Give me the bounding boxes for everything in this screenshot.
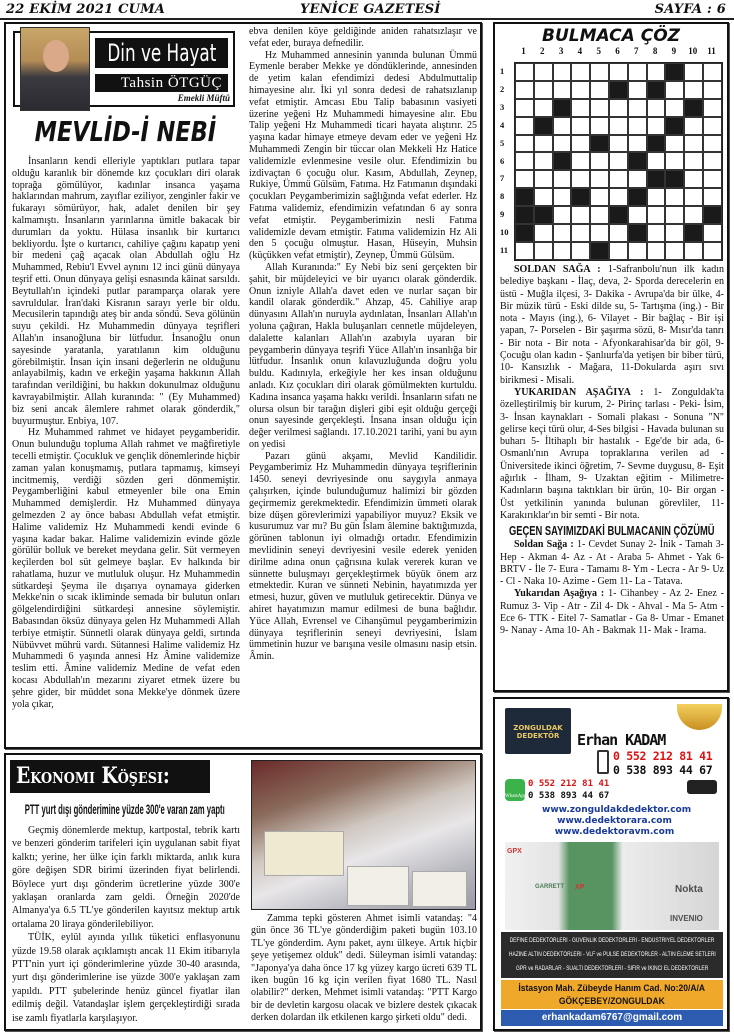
whatsapp-phone-2[interactable]: 0 538 893 44 67 — [528, 791, 610, 801]
crossword-cell[interactable] — [628, 206, 647, 224]
crossword-black-cell — [609, 81, 628, 99]
crossword-cell[interactable] — [590, 99, 609, 117]
crossword-grid — [514, 62, 723, 261]
row-number: 11 — [500, 245, 509, 255]
crossword-cell[interactable] — [515, 99, 534, 117]
column-number: 11 — [707, 46, 716, 56]
row-number: 3 — [500, 101, 505, 112]
crossword-cell[interactable] — [684, 206, 703, 224]
crossword-cell[interactable] — [590, 188, 609, 206]
crossword-cell[interactable] — [553, 224, 572, 242]
crossword-cell[interactable] — [703, 242, 722, 260]
column-number: 1 — [521, 46, 526, 56]
crossword-cell[interactable] — [571, 224, 590, 242]
solution-across: 1- Cevdet Sunay 2- İnik - Tamah 3- Hep - Akman 4- Az - At - Araba 5- Ahmet - Yak 6- BRTV - İle 7- Eura - Tamamı 8- Ym - Lecra - Ar 9- Uz - Cl - Naka 10- Azime - Gem 11- La - Tatava. — [500, 539, 725, 588]
whatsapp-icon: WhatsApp — [505, 779, 525, 801]
website-link[interactable]: www.dedektoravm.com — [554, 827, 675, 837]
crossword-cell[interactable] — [571, 117, 590, 135]
article-column-2 — [249, 26, 477, 663]
crossword-cell[interactable] — [665, 224, 684, 242]
crossword-cell[interactable] — [665, 135, 684, 153]
newspaper-name: YENİCE GAZETESİ — [300, 2, 441, 17]
header-rule — [0, 18, 734, 20]
crossword-cell[interactable] — [553, 206, 572, 224]
service-line: DEFİNE DEDEKTÖRLERİ - GÜVENLİK DEDEKTÖRLERİ - ENDÜSTRİYEL DEDEKTÖRLER — [509, 937, 715, 944]
economy-section-title-box — [10, 760, 210, 793]
paragraph: ebva denilen köye geldiğinde aniden rahatsızlaşır ve vefat eder, buraya defnedilir. — [249, 26, 477, 49]
crossword-black-cell — [590, 135, 609, 153]
crossword-cell[interactable] — [628, 81, 647, 99]
crossword-cell[interactable] — [553, 117, 572, 135]
crossword-cell[interactable] — [534, 99, 553, 117]
economy-section-title: Ekonomi Köşesi: — [16, 763, 170, 789]
crossword-cell[interactable] — [609, 188, 628, 206]
crossword-black-cell — [665, 170, 684, 188]
crossword-cell[interactable] — [647, 206, 666, 224]
crossword-cell[interactable] — [590, 224, 609, 242]
crossword-cell[interactable] — [534, 188, 553, 206]
crossword-cell[interactable] — [571, 99, 590, 117]
solution-down: 1- Cihanbey - Az 2- Enez - Rumuz 3- Vip - Atr - Zil 4- Dk - Ahval - Ma 5- Atm - Ece 6- TTK - Eitel 7- Samatlar - Ga 8- Umar - Emanet 9- Nanay - Ama 10- Ah - Bakmak 11- Mak - Irama. — [500, 588, 725, 637]
crossword-cell[interactable] — [590, 117, 609, 135]
crossword-black-cell — [609, 206, 628, 224]
crossword-cell[interactable] — [553, 188, 572, 206]
row-number: 1 — [500, 66, 505, 76]
crossword-cell[interactable] — [609, 135, 628, 153]
crossword-black-cell — [647, 135, 666, 153]
paragraph: TÜİK, eylül ayında yıllık tüketici enflasyonunu yüzde 19.58 olarak açıklamıştı ancak 11 Ekim itibarıyla PTT'nin yurt içi gönderimlerine yüzde 30-40 arasında, yurt dışı gönderimlerine ise yüzde 300'e yaklaşan zam yapıldı. PTT şubelerinde henüz güncel fiyatlar ilan edilmiş değil. Vatandaşlar işlem gerçekleştirdiği sırada ise zamlı fiyatlarla karşılaşıyor. — [12, 932, 240, 1024]
column-number: 6 — [615, 46, 620, 56]
crossword-cell[interactable] — [571, 206, 590, 224]
crossword-black-cell — [590, 242, 609, 260]
crossword-black-cell — [665, 63, 684, 81]
service-line: GPR ve RADARLAR - SUALTI DEDEKTÖRLERİ - SIFIR ve İKİNCİ EL DEDEKTÖRLER — [515, 965, 709, 972]
crossword-cell[interactable] — [703, 117, 722, 135]
crossword-cell[interactable] — [703, 63, 722, 81]
row-number: 2 — [500, 83, 505, 94]
column-number: 5 — [596, 46, 601, 56]
paragraph: Allah Kuranında:" Ey Nebi biz seni gerçekten bir şahit, bir müjdeleyici ve bir uyarıcı olarak gönderdik. Onun izniyle Allah'a davet eden ve nurlar saçan bir kandil olarak gönderdik." Ahzap, 45. Cahiliye arap dünyasını Allah'ın nuruyla aydınlatan, İnsanları Allah'ın yoluna çağıran, Hakla buluşanları cennetle müjdeleyen, dalalette kalanları Allah'ın azabıyla uyaran bir peygamberin dünyaya teşrifi Yüce Allah'ın insanlığa bir lütfudur. İnsanlık onun kılavuzluğunda doğru yolu buldu. Kadınıyla, erkeğiyle her kes insan olduğunu anladı. Kız çocukları diri olarak gömülmekten kurtuldu. Kadına insanca yaşama hakkı verildi. İnsanların sıfatı ne olursa olsun bir tarağın dişleri gibi eşit olduğu gerçeği onun sayesinde gerçekleşti. İnsana insan olduğu için değer verilmesi sağlandı. 17.10.2021 tarihi, yani bu ayın on yedisi — [249, 261, 477, 450]
crossword-cell[interactable] — [665, 99, 684, 117]
crossword-cell[interactable] — [684, 188, 703, 206]
crossword-black-cell — [647, 170, 666, 188]
solution-title-box — [500, 522, 724, 539]
crossword-cell[interactable] — [684, 63, 703, 81]
phone-2[interactable]: 0 538 893 44 67 — [613, 763, 713, 777]
crossword-cell[interactable] — [647, 63, 666, 81]
detector-advert — [497, 700, 727, 1028]
page-number: SAYFA : 6 — [654, 2, 726, 17]
crossword-cell[interactable] — [703, 188, 722, 206]
crossword-cell[interactable] — [515, 170, 534, 188]
crossword-cell[interactable] — [703, 224, 722, 242]
solution-title: GEÇEN SAYIMIZDAKİ BULMACANIN ÇÖZÜMÜ — [509, 523, 715, 539]
crossword-cell[interactable] — [534, 242, 553, 260]
paragraph: Hz Muhammed rahmet ve hidayet peygamberidir. Onun bulunduğu topluma Allah rahmet ve mağfiretiyle tecelli etmiştir. Çocukluk ve gençlik dönemlerinde hiçbir zaman yalan konuşmamış, putlara tapmamış, kimseyi incitmemiş, verdiği sözden geri dönmemiştir. Peygamberliğini kabul etmeyenler bile ona Emin Muhammed demişlerdir. Hz Muhammed dünyaya gelmezden 2 ay önce babası Abdullah vefat etmiştir. Halime validemiz Hz Muhammedi kendi evinde 6 yaşına kadar bakar. Halime validemizin evinde gözle görülür bolluk ve bereket meydana gelir. Süt vermeyen keçilerden bol süt gelmeye başlar. Ev halkında bir rahatlama, huzur ve mutluluk oluşur. Hz Muhammedin sütkardeşi Şeyma ile dışarıya oynamaya giderken Mekke'nin o sıcak ikliminde semada bir bulutun onları gölgelendirdiğini sütkardeşi annesine söylemiştir. Babasından öksüz dünyaya gelen Hz Muhammedi Allah terbiye etmiştir. Sünnetli olarak dünyaya geldi, sırtında Nübüvvet mührü vardı. Sütannesi Halime validemiz Hz Muhammedi 6 yaşında annesi Hz Âmine validemize teslim etti. Âmine validemiz Medine de vefat eden kocası Abdullah'ın mezarını ziyaret etmek üzere bu şehre gider, bir müddet sona Mekke'ye dönmek üzere yola çıkar, — [12, 427, 240, 710]
crossword-cell[interactable] — [609, 152, 628, 170]
crossword-cell[interactable] — [534, 135, 553, 153]
crossword-cell[interactable] — [703, 99, 722, 117]
crossword-cell[interactable] — [553, 135, 572, 153]
crossword-cell[interactable] — [628, 63, 647, 81]
crossword-cell[interactable] — [590, 63, 609, 81]
solution-down-label: Yukarıdan Aşağıya : — [514, 588, 605, 600]
product-collage — [505, 842, 719, 930]
paragraph: Geçmiş dönemlerde mektup, kartpostal, tebrik kartı ve benzeri gönderim tarifeleri için uygulanan sabit fiyat kalktı; yerine, her ülke için farklı miktarda, anlık kura göre değişen SDR birimi üzerinden fiyat belirlendi. Böylece yurt dışı gönderim ücretlerine yüzde 300'e yaklaşan oranlarda zam geldi. Örneğin 2020'de Almanya'ya 6.5 TL'ye gönderilen kayıtsız mektup artık ortalama 20 liraya gönderilebiliyor. — [12, 825, 240, 930]
crossword-black-cell — [628, 188, 647, 206]
crossword-cell[interactable] — [665, 242, 684, 260]
column-name-box — [95, 38, 228, 68]
economy-headline-box — [10, 799, 240, 819]
crossword-cell[interactable] — [703, 152, 722, 170]
article-column-1 — [12, 156, 240, 710]
author-name: Tahsin ÖTGÜÇ — [95, 74, 228, 92]
advert-name: Erhan KADAM — [577, 731, 666, 749]
column-number: 2 — [540, 46, 545, 56]
detector-device-image — [687, 780, 717, 794]
crossword-cell[interactable] — [665, 188, 684, 206]
crossword-cell[interactable] — [628, 242, 647, 260]
paragraph: Hz Muhammed annesinin yanında bulunan Ümmü Eymenle beraber Mekke ye döndüklerinde, annesinden de yetim kalan efendimizi dedesi Abdulmuttalip himayesine alır. İki yıl sonra dedesi de rahatsızlanıp vefat etmiştir. Amcası Ebu Talip babasının vasiyeti üzerine yeğeni Hz Muhammedi himayesine alır. Ebu Talip yeğeni Hz Muhammedi ticari hayata alıştırır. 25 yaşına kadar himaye etmeye devam eder ve yeğeni Hz Muhammedi Zengin bir tüccar olan Mekkeli Hz Hatice validemizle evlenmesine vesile olur. Efendimizin bu izdivaçtan 6 çocuğu olur. Kasım, Abdullah, Zeynep, Rukiye, Ümmü Gülsüm, Fatıma. Hz Fatımanın dışındaki çocukları Peygamberimizin sağlığında vefat ederler. Hz Fatıma validemiz, efendimizin vefatından 6 ay sonra vefat etmiştir. Peygamberimizin nesli Fatıma validemizle devam etmiştir. Fatıma validemizin Hz Ali den 5 çocuğu olmuştur. Hasan, Hüseyin, Muhsin (küçükken vefat etmiştir), Zeynep, Ümmü Gülsüm. — [249, 49, 477, 262]
crossword-cell[interactable] — [515, 152, 534, 170]
news-photo-parcels — [251, 760, 476, 910]
crossword-cell[interactable] — [515, 135, 534, 153]
crossword-cell[interactable] — [590, 206, 609, 224]
website-links — [542, 805, 692, 838]
website-link[interactable]: www.dedektorara.com — [557, 816, 672, 826]
crossword-cell[interactable] — [571, 81, 590, 99]
crossword-cell[interactable] — [590, 81, 609, 99]
brand-invenio: INVENIO — [670, 914, 703, 923]
website-link[interactable]: www.zonguldakdedektor.com — [542, 805, 692, 815]
crossword-black-cell — [703, 206, 722, 224]
crossword-cell[interactable] — [609, 117, 628, 135]
crossword-cell[interactable] — [647, 242, 666, 260]
crossword-black-cell — [515, 206, 534, 224]
article-title-box — [10, 115, 240, 149]
crossword-cell[interactable] — [684, 117, 703, 135]
treasure-hunter-illustration — [677, 704, 722, 730]
crossword-black-cell — [553, 99, 572, 117]
article-title: MEVLİD-İ NEBİ — [34, 115, 216, 148]
column-number: 7 — [634, 46, 639, 56]
crossword-cell[interactable] — [684, 170, 703, 188]
phone-icon — [597, 750, 609, 774]
crossword-black-cell — [534, 117, 553, 135]
down-clues: 1- Zonguldak'ta özelleştirilmiş bir kurum, 2- Pirinç tarlası - Peki- İsim, 3- İnsan kaynakları - Somali plakası - Sonuna "N" gelirse keçi türü olur, 4-Ses bilgisi - Havada bulunan su buharı 5- İltihaplı bir hastalık - Ege'de bir ada, 6- Osmanlı'nın Avrupa topraklarına verilen ad - Üniversitede ikinci öğretim, 7- Sevme duygusu, 8- Eşit ağırlık - İlham, 9- Uzaktan eğitim - Milimetre- Kadınların başına taktıkları bir ürün, 10- Bir organ - Üst yetkilinin yanında bulunan görevliler, 11- Karakırıklar'ın bir semti - Bir nota. — [500, 386, 724, 521]
crossword-cell[interactable] — [590, 170, 609, 188]
row-number: 9 — [500, 209, 505, 220]
author-photo — [20, 27, 90, 111]
column-number: 9 — [671, 46, 677, 56]
crossword-cell[interactable] — [553, 81, 572, 99]
paragraph: Pazarı günü akşamı, Mevlid Kandilidir. Peygamberimiz Hz Muhammedin dünyaya teşriflerinin 1450. seneyi devriyesinde onu saygıyla anmaya çalışırken, içinde bulunduğumuz halimizi bir gözden geçirmemiz gerekmektedir. Efendimizin ümmeti olarak bize düşen görevlerimizi yapabiliyor muyuz? Eksik ve kusurumuz var mı? Bu gün İslam âlemine baktığımızda, görünen tablonun iyi olmadığı ortadır. Efendimizin mevlidinin seneyi devriyesini vesile ederek yeniden dirilme adına onun çağrısına kulak vererek kuran ve sünnette buluşmayı gerçekleştirmek büyük önem arz etmektedir. Kuran ve sünneti Nebinin, hayatımızda yer etmesi, huzur, güven ve mutluluk getirecektir. Dünya ve ahiret hayatımızın mamur edilmesi de buna bağlıdır. Yüce Allah, Evrensel ve Cihanşümul peygamberimizin dünyaya teşriflerinin seneyi devriyesini, İslam ümmetinin huzur ve barışına vesile olmasını nasip etsin. Âmin. — [249, 450, 477, 663]
crossword-black-cell — [647, 81, 666, 99]
crossword-cell[interactable] — [665, 152, 684, 170]
column-number: 8 — [652, 46, 658, 56]
address-line-1: İstasyon Mah. Zübeyde Hanım Cad. No:20/A/A — [518, 983, 706, 994]
solution-across-label: Soldan Sağa : — [514, 539, 574, 551]
crossword-black-cell — [684, 224, 703, 242]
crossword-cell[interactable] — [665, 206, 684, 224]
crossword-cell[interactable] — [628, 135, 647, 153]
crossword-cell[interactable] — [647, 188, 666, 206]
crossword-cell[interactable] — [553, 170, 572, 188]
whatsapp-phone-1[interactable]: 0 552 212 81 41 — [528, 779, 610, 789]
crossword-cell[interactable] — [609, 99, 628, 117]
crossword-cell[interactable] — [684, 135, 703, 153]
row-number: 6 — [500, 155, 505, 166]
across-clues: 1-Safranbolu'nun ilk kadın belediye başkanı - İlaç, deva, 2- Sporda derecelerin en üstü - Muğla ilçesi, 3- Dakika - Avrupa'da bir ülke, 4- Bir müzik türü - Eski dilde su, 5- Tartışma (ing.) - Bir nota - Mayıs (ing.), 6- Vilayet - Bir bağlaç - Bir işi yapan, 7- Porselen - Bir şaşırma sözü, 8- Mısır'da tanrı - Bir nota - Bir nota - Afyonkarahisar'da bir göl, 9- Çocuğu olan kadın - Şanlıurfa'da yetişen bir biber türü, 10- Kansızlık - Mağara, 11-Dokularda aşırı sıvı birikmesi - Misali. — [500, 264, 724, 386]
crossword-black-cell — [553, 152, 572, 170]
crossword-cell[interactable] — [571, 170, 590, 188]
column-number: 10 — [688, 46, 698, 56]
crossword-cell[interactable] — [628, 170, 647, 188]
crossword-cell[interactable] — [571, 152, 590, 170]
crossword-cell[interactable] — [534, 81, 553, 99]
crossword-black-cell — [534, 206, 553, 224]
crossword-cell[interactable] — [534, 152, 553, 170]
crossword-cell[interactable] — [534, 63, 553, 81]
crossword-cell[interactable] — [609, 224, 628, 242]
crossword-cell[interactable] — [684, 81, 703, 99]
address — [501, 980, 723, 1009]
crossword-cell[interactable] — [553, 242, 572, 260]
crossword-cell[interactable] — [534, 170, 553, 188]
crossword-cell[interactable] — [703, 170, 722, 188]
brand-garrett: GARRETT — [535, 884, 564, 890]
crossword-cell[interactable] — [703, 135, 722, 153]
crossword-black-cell — [665, 117, 684, 135]
crossword-cell[interactable] — [609, 170, 628, 188]
phone-1[interactable]: 0 552 212 81 41 — [613, 749, 713, 763]
crossword-cell[interactable] — [571, 135, 590, 153]
crossword-cell[interactable] — [515, 117, 534, 135]
crossword-cell[interactable] — [628, 117, 647, 135]
brand-nokta: Nokta — [675, 884, 703, 895]
services-list — [501, 932, 723, 978]
economy-headline: PTT yurt dışı gönderimine yüzde 300'e varan zam yaptı — [25, 801, 225, 817]
service-line: HAZİNE ALTIN DEDEKTÖRLERİ - VLF ve PULSE DEDEKTÖRLER - ALTIN ELEME SETLERİ — [508, 951, 716, 958]
paragraph: İnsanların kendi elleriyle yaptıkları putlara tapar olduğu karanlık bir dönemde kız çocukları diri olarak toprağa gömülüyor, kadınlar insanca yaşama haklarından mahrum, zayıflar eziliyor, zenginler fakir ve fukarayı sömürüyor, hak, adalet denilen bir şey kalmamıştı. İnsanların yarınlarına ümitle bakacak bir durumları da yoktu. Hülasa insanlık bir kurtarıcı bekliyordu. İşte o kurtarıcı, cahiliye çağını kapatıp yeni bir medeni çağ açacak olan Abdullah oğlu Hz Muhammed, Rebiu'l Evvel aynını 12 inci günü dünyaya teşrif etti. Onun dünyaya gelişi esnasında kâinat sarsıldı. Beytullah'ın içindeki putlar paramparça olarak yere savruldular. İran'daki Kisranın sarayı yerle bir oldu. Mecusilerin tapındığı ateş bir anda söndü. Seva gölünün suyu çekildi. Hz Muhammedin dünyaya teşrifleri Allah'ın insanoğluna bir lütfudur. İnsanoğlu onun sayesinde yaratanla, yaratılanın kim olduğunu görebilmiştir. İnsan için insani değerlerin ne olduğunu anlayabilmiş, kadın ve erkeğin yaşama hakkının Allah tarafından verildiğini, bu hakkın dokunulmaz olduğunu kavrayabilmiştir. Allah kuranında: " (Ey Muhammed) biz seni ancak âlemlere rahmet olarak gönderdik," buyurmuştur. Enbiya, 107. — [12, 156, 240, 427]
column-number: 4 — [577, 46, 583, 56]
address-line-2: GÖKÇEBEY/ZONGULDAK — [559, 996, 665, 1007]
crossword-cell[interactable] — [647, 152, 666, 170]
crossword-black-cell — [628, 224, 647, 242]
row-number: 7 — [500, 173, 505, 184]
crossword-cell[interactable] — [515, 63, 534, 81]
economy-column-2 — [251, 913, 477, 1025]
crossword-cell[interactable] — [665, 81, 684, 99]
down-label: YUKARIDAN AŞAĞIYA : — [514, 386, 644, 398]
crossword-cell[interactable] — [515, 81, 534, 99]
crossword-black-cell — [571, 188, 590, 206]
crossword-cell[interactable] — [684, 152, 703, 170]
crossword-title: BULMACA ÇÖZ — [542, 26, 680, 46]
crossword-cell[interactable] — [571, 63, 590, 81]
crossword-cell[interactable] — [684, 242, 703, 260]
crossword-cell[interactable] — [590, 152, 609, 170]
column-number: 3 — [558, 46, 564, 56]
crossword-cell[interactable] — [609, 242, 628, 260]
row-number: 8 — [500, 191, 505, 202]
row-number: 10 — [500, 227, 509, 238]
paragraph: Zamma tepki gösteren Ahmet isimli vatandaş: "4 gün önce 36 TL'ye gönderdiğim paketi bugün 103.10 TL'ye gönderdim. Aynı paket, aynı ülkeye. Artık hiçbir şeye yetişemez olduk" dedi. Süleyman isimli vatandaş: "Japonya'ya daha önce 17 kg yüzey kargo ücreti 639 TL iken bugün 16 kg için verilen fiyat 1680 TL. Nasıl olabilir?" derken, Mehmet isimli vatandaş: "PTT Kargo bir de devletin kargosu olacak ve bizlere destek çıkacak derken dolardan ilk etkilenen kargo şirketi oldu" dedi. — [251, 913, 477, 1024]
crossword-black-cell — [515, 188, 534, 206]
row-number: 4 — [500, 119, 505, 130]
email[interactable]: erhankadam6767@gmail.com — [501, 1010, 723, 1026]
crossword-cell[interactable] — [628, 99, 647, 117]
crossword-cell[interactable] — [609, 63, 628, 81]
issue-date: 22 EKİM 2021 CUMA — [6, 2, 166, 17]
brand-xp: XP — [575, 884, 585, 891]
crossword-cell[interactable] — [534, 224, 553, 242]
author-role: Emekli Müftü — [177, 93, 230, 103]
row-number: 5 — [500, 137, 505, 148]
crossword-cell[interactable] — [515, 242, 534, 260]
crossword-black-cell — [628, 152, 647, 170]
economy-column-1 — [12, 824, 240, 1025]
brand-gpx: GPX — [507, 848, 522, 855]
advert-logo: ZONGULDAK DEDEKTÖR — [505, 708, 571, 754]
crossword-cell[interactable] — [703, 81, 722, 99]
crossword-black-cell — [515, 224, 534, 242]
crossword-cell[interactable] — [571, 242, 590, 260]
column-name: Din ve Hayat — [107, 39, 216, 67]
crossword-cell[interactable] — [647, 224, 666, 242]
crossword-cell[interactable] — [647, 117, 666, 135]
crossword-black-cell — [684, 99, 703, 117]
crossword-cell[interactable] — [553, 63, 572, 81]
across-label: SOLDAN SAĞA : — [514, 264, 601, 275]
crossword-clues — [500, 264, 724, 638]
crossword-cell[interactable] — [647, 99, 666, 117]
